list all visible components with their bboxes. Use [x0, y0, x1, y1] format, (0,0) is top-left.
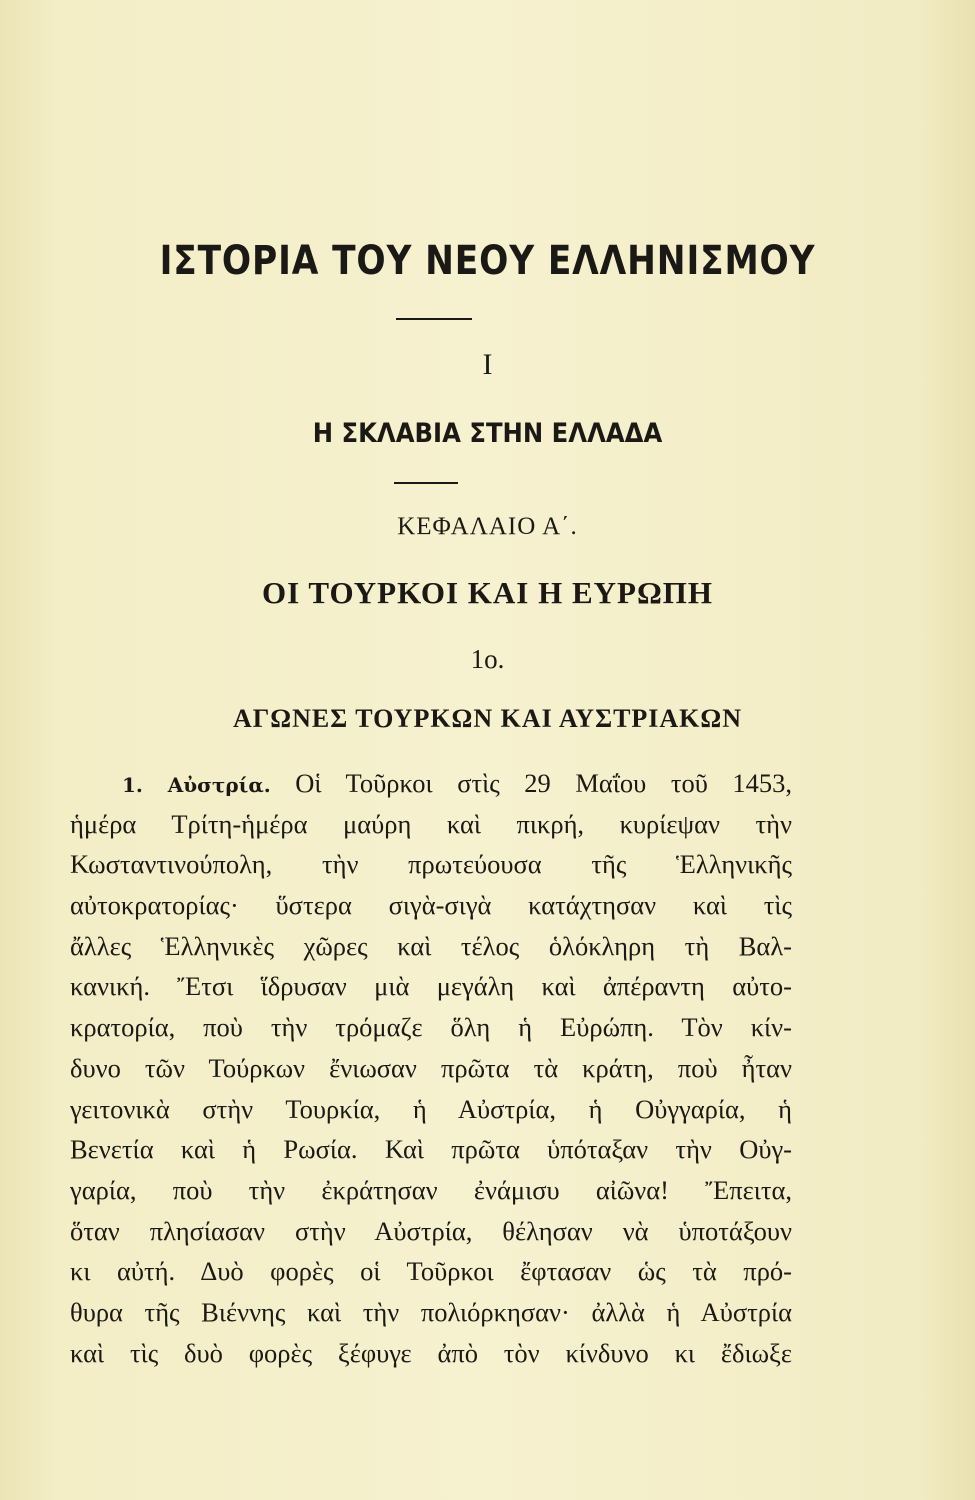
- body-line: καὶ τὶς δυὸ φορὲς ξέφυγε ἀπὸ τὸν κίνδυνο κι ἔδιωξε: [70, 1337, 792, 1368]
- body-line: [70, 763, 792, 804]
- body-line: ἄλλες Ἑλληνικὲς χῶρες καὶ τέλος ὁλόκληρη τὴ Βαλ-: [70, 930, 792, 961]
- body-line: γειτονικὰ στὴν Τουρκία, ἡ Αὐστρία, ἡ Οὐγγαρία, ἡ: [70, 1093, 792, 1124]
- body-line: ὅταν πλησίασαν στὴν Αὐστρία, θέλησαν νὰ ὑποτάξουν: [70, 1215, 792, 1246]
- chapter-title: ΟΙ ΤΟΥΡΚΟΙ ΚΑΙ Η ΕΥΡΩΠΗ: [261, 575, 714, 610]
- body-line: αὐτοκρατορίας· ὕστερα σιγὰ-σιγὰ κατάχτησαν καὶ τὶς: [70, 890, 792, 921]
- part-number: I: [482, 348, 493, 381]
- body-line: κανική. Ἔτσι ἵδρυσαν μιὰ μεγάλη καὶ ἀπέραντη αὐτο-: [70, 971, 792, 1002]
- body-line: κι αὐτή. Δυὸ φορὲς οἱ Τοῦρκοι ἔφτασαν ὡς τὰ πρό-: [70, 1256, 792, 1287]
- paragraph-lead: 1. Αὐστρία.: [122, 773, 271, 797]
- body-line: δυνο τῶν Τούρκων ἔνιωσαν πρῶτα τὰ κράτη, ποὺ ἦταν: [70, 1052, 792, 1083]
- section-title: ΑΓΩΝΕΣ ΤΟΥΡΚΩΝ ΚΑΙ ΑΥΣΤΡΙΑΚΩΝ: [232, 704, 743, 733]
- body-line: Βενετία καὶ ἡ Ρωσία. Καὶ πρῶτα ὑπόταξαν τὴν Οὐγ-: [70, 1134, 792, 1165]
- body-line: θυρα τῆς Βιέννης καὶ τὴν πολιόρκησαν· ἀλλὰ ἡ Αὐστρία: [70, 1296, 792, 1327]
- part-title: Η ΣΚΛΑΒΙΑ ΣΤΗΝ ΕΛΛΑΔΑ: [312, 418, 663, 449]
- body-line: γαρία, ποὺ τὴν ἐκράτησαν ἐνάμισυ αἰῶνα! Ἔπειτα,: [70, 1174, 792, 1205]
- body-line: ἡμέρα Τρίτη-ἡμέρα μαύρη καὶ πικρή, κυρίεψαν τὴν: [70, 808, 792, 839]
- part-divider: [394, 482, 458, 484]
- body-line: Κωσταντινούπολη, τὴν πρωτεύουσα τῆς Ἑλληνικῆς: [70, 849, 792, 880]
- book-title: ΙΣΤΟΡΙΑ ΤΟΥ ΝΕΟΥ ΕΛΛΗΝΙΣΜΟΥ: [159, 238, 816, 284]
- title-divider: [396, 318, 472, 320]
- section-number: 1ο.: [470, 644, 505, 674]
- chapter-heading: ΚΕΦΑΛΑΙΟ Α΄.: [397, 513, 578, 540]
- body-line: κρατορία, ποὺ τὴν τρόμαζε ὅλη ἡ Εὐρώπη. Τὸν κίν-: [70, 1012, 792, 1043]
- body-text: [70, 763, 792, 1373]
- body-line-text: Οἱ Τοῦρκοι στὶς 29 Μαΐου τοῦ 1453,: [295, 768, 793, 798]
